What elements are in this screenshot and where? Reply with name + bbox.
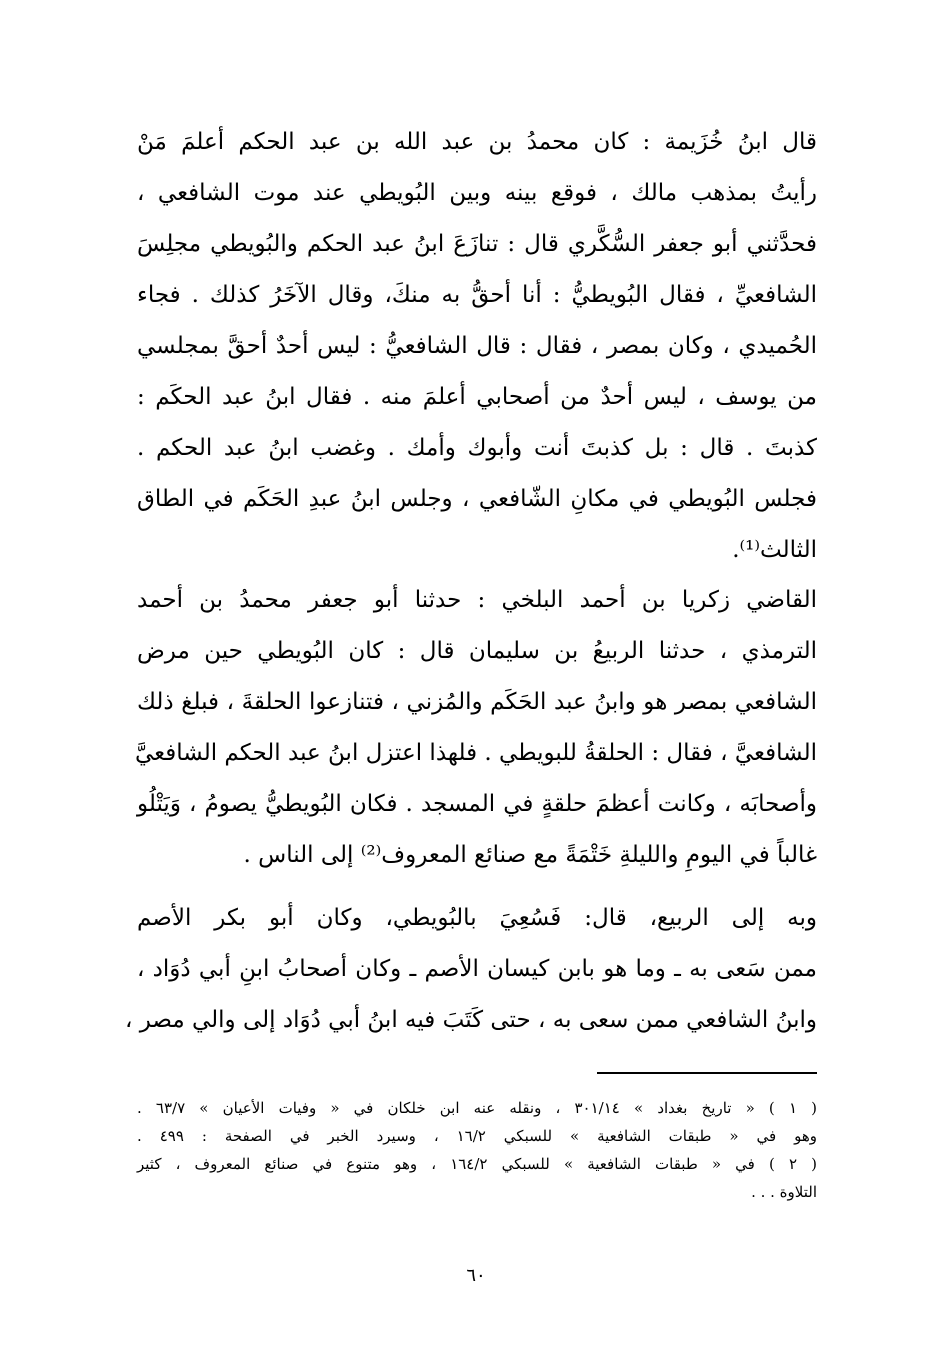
paragraph-line: الترمذي ، حدثنا الربيعُ بن سليمان قال : كان البُويطي حين مرض: [137, 638, 817, 664]
paragraph-line: وأصحابَه ، وكانت أعظمَ حلقةٍ في المسجد . فكان البُويطيُّ يصومُ ، وَيَتْلُو: [137, 791, 817, 817]
paragraph-line: قال ابنُ خُزَيمة : كان محمدُ بن عبد الله بن عبد الحكم أعلمَ مَنْ: [137, 129, 817, 155]
paragraph-1: [137, 117, 817, 576]
page-number: ٦٠: [466, 1265, 486, 1286]
paragraph-line: الحُميدي ، وكان بمصر ، فقال : قال الشافعيُّ : ليس أحدٌ أحقَّ بمجلسي: [137, 333, 817, 359]
paragraph-line: الشافعيِّ ، فقال البُويطيُّ : أنا أحقُّ به منكَ، وقال الآخَرُ كذلك . فجاء: [137, 282, 817, 308]
paragraph-line: كذبتَ . قال : بل كذبتَ أنت وأبوك وأمك . وغضب ابنُ عبد الحكم .: [137, 435, 817, 461]
paragraph-2: [134, 575, 817, 881]
footnote-line: التلاوة . . .: [751, 1183, 817, 1201]
paragraph-line: رأيتُ بمذهب مالك ، فوقع بينه وبين البُويطي عند موت الشافعي ،: [137, 180, 817, 206]
paragraph-line: غالباً في اليومِ والليلةِ خَتْمَةً مع صنائع المعروف⁽²⁾ إلى الناس .: [243, 842, 817, 868]
paragraph-3: [124, 893, 817, 1046]
paragraph-line: الشافعي بمصر هو وابنُ عبد الحَكَم والمُزني ، فتنازعوا الحلقةَ ، فبلغ ذلك: [137, 689, 817, 715]
footnote-line: ( ١ ) « تاريخ بغداد » ٣٠١/١٤ ، ونقله عنه ابن خلكان في « وفيات الأعيان » ٦٣/٧ .: [137, 1099, 818, 1117]
paragraph-line: وبه إلى الربيع، قال: فَسُعِيَ بالبُويطي، وكان أبو بكر الأصم: [137, 905, 817, 931]
paragraph-line: من يوسف ، ليس أحدٌ من أصحابي أعلمَ منه . فقال ابنُ عبد الحكَم :: [137, 384, 817, 410]
paragraph-line: الشافعيَّ ، فقال : الحلقةُ للبويطي . فلهذا اعتزل ابنُ عبد الحكم الشافعيَّ: [134, 740, 817, 766]
paragraph-line: فجلس البُويطي في مكانِ الشّافعي ، وجلس ابنُ عبدِ الحَكَم في الطاق: [137, 486, 817, 512]
paragraph-line: فحدَّثني أبو جعفر السُّكَّري قال : تنازَعَ ابنُ عبد الحكم والبُويطي مجلِسَ: [137, 231, 817, 257]
paragraph-line: ممن سَعى به ـ وما هو بابن كيسان الأصم ـ وكان أصحابُ ابنِ أبي دُوَاد ،: [137, 956, 817, 982]
footnotes: [137, 1094, 817, 1206]
paragraph-line: الثالث⁽¹⁾.: [732, 537, 817, 563]
paragraph-line: القاضي زكريا بن أحمد البلخي : حدثنا أبو جعفر محمدُ بن أحمد: [137, 587, 817, 613]
footnote-line: ( ٢ ) في « طبقات الشافعية » للسبكي ١٦٤/٢ ، وهو متنوع في صنائع المعروف ، كثير: [137, 1155, 817, 1173]
footnote-line: وهو في « طبقات الشافعية » للسبكي ١٦/٢ ، وسيرد الخبر في الصفحة : ٤٩٩ .: [137, 1127, 817, 1145]
paragraph-line: وابنُ الشافعي ممن سعى به ، حتى كَتَبَ فيه ابنُ أبي دُوَاد إلى والي مصر ،: [124, 1007, 817, 1033]
footnote-separator: [597, 1072, 817, 1074]
